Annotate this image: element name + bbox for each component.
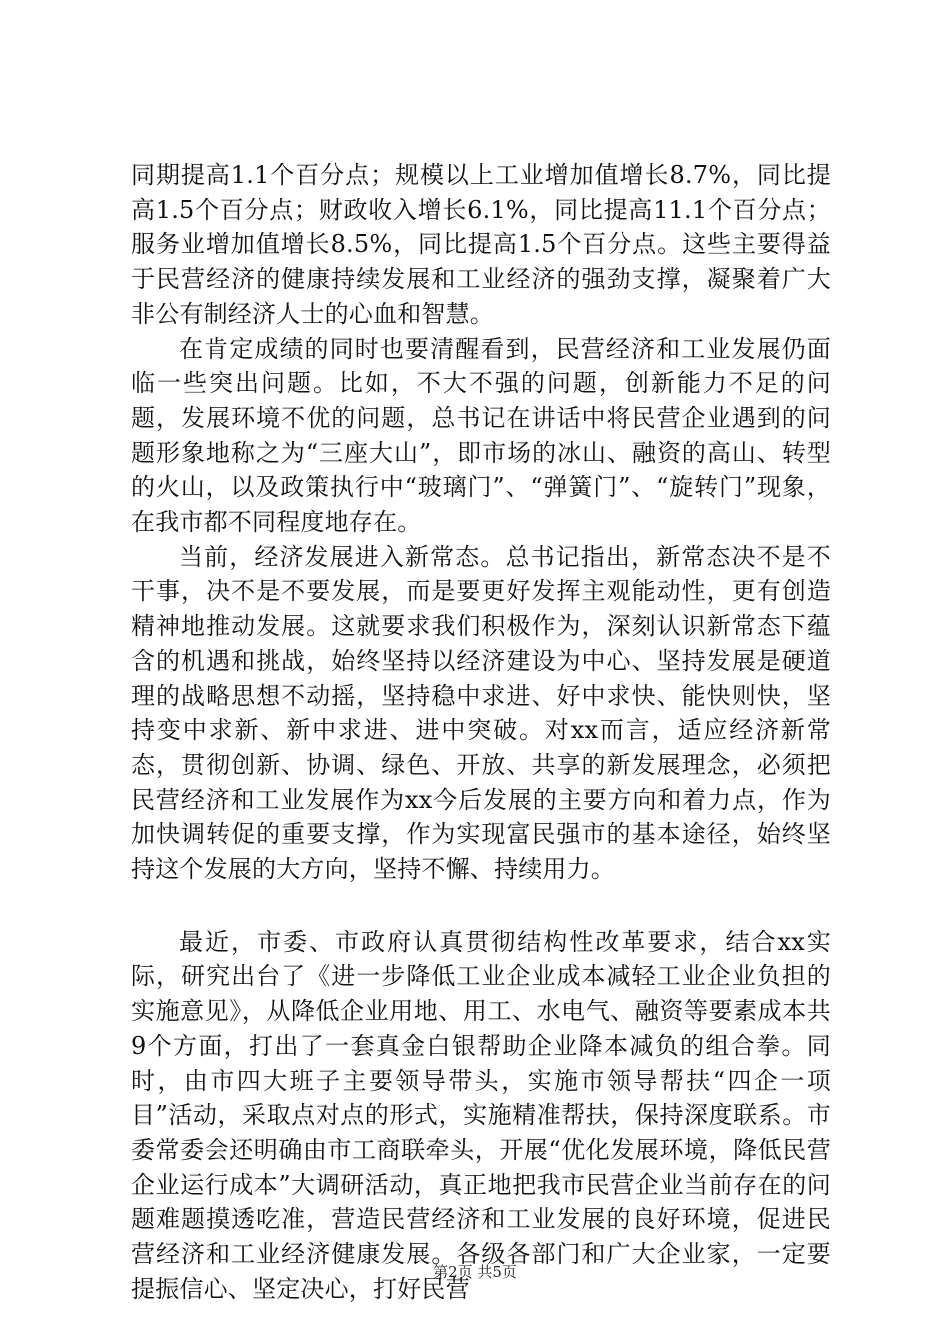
paragraph-measures: 最近，市委、市政府认真贯彻结构性改革要求，结合xx实际，研究出台了《进一步降低工业企业成本减轻工业企业负担的实施意见》，从降低企业用地、用工、水电气、融资等要素成本共9个方面，打出了一套真金白银帮助企业降本减负的组合拳。同时，由市四大班子主要领导带头，实施市领导帮扶“四企一项目”活动，采取点对点的形式，实施精准帮扶，保持深度联系。市委常委会还明确由市工商联牵头，开展“优化发展环境，降低民营企业运行成本”大调研活动，真正地把我市民营企业当前存在的问题难题摸透吃准，营造民营经济和工业发展的良好环境，促进民营经济和工业经济健康发展。各级各部门和广大企业家，一定要提振信心、坚定决心，打好民营: [131, 927, 831, 1303]
paragraph-new-normal: 当前，经济发展进入新常态。总书记指出，新常态决不是不干事，决不是不要发展，而是要更好发挥主观能动性，更有创造精神地推动发展。这就要求我们积极作为，深刻认识新常态下蕴含的机遇和挑战，始终坚持以经济建设为中心、坚持发展是硬道理的战略思想不动摇，坚持稳中求进、好中求快、能快则快，坚持变中求新、新中求进、进中突破。对xx而言，适应经济新常态，贯彻创新、协调、绿色、开放、共享的新发展理念，必须把民营经济和工业发展作为xx今后发展的主要方向和着力点，作为加快调转促的重要支撑，作为实现富民强市的基本途径，始终坚持这个发展的大方向，坚持不懈、持续用力。: [131, 542, 831, 884]
page-number-footer: 第2页 共5页: [433, 1263, 517, 1281]
paragraph-problems: 在肯定成绩的同时也要清醒看到，民营经济和工业发展仍面临一些突出问题。比如，不大不强的问题，创新能力不足的问题，发展环境不优的问题，总书记在讲话中将民营企业遇到的问题形象地称之为“三座大山”，即市场的冰山、融资的高山、转型的火山，以及政策执行中“玻璃门”、“弹簧门”、“旋转门”现象，在我市都不同程度地存在。: [131, 334, 831, 537]
paragraph-continued: 同期提高1.1个百分点；规模以上工业增加值增长8.7%，同比提高1.5个百分点；财政收入增长6.1%，同比提高11.1个百分点；服务业增加值增长8.5%，同比提高1.5个百分点。这些主要得益于民营经济的健康持续发展和工业经济的强劲支撑，凝聚着广大非公有制经济人士的心血和智慧。: [131, 161, 831, 328]
document-body: [131, 158, 831, 1307]
